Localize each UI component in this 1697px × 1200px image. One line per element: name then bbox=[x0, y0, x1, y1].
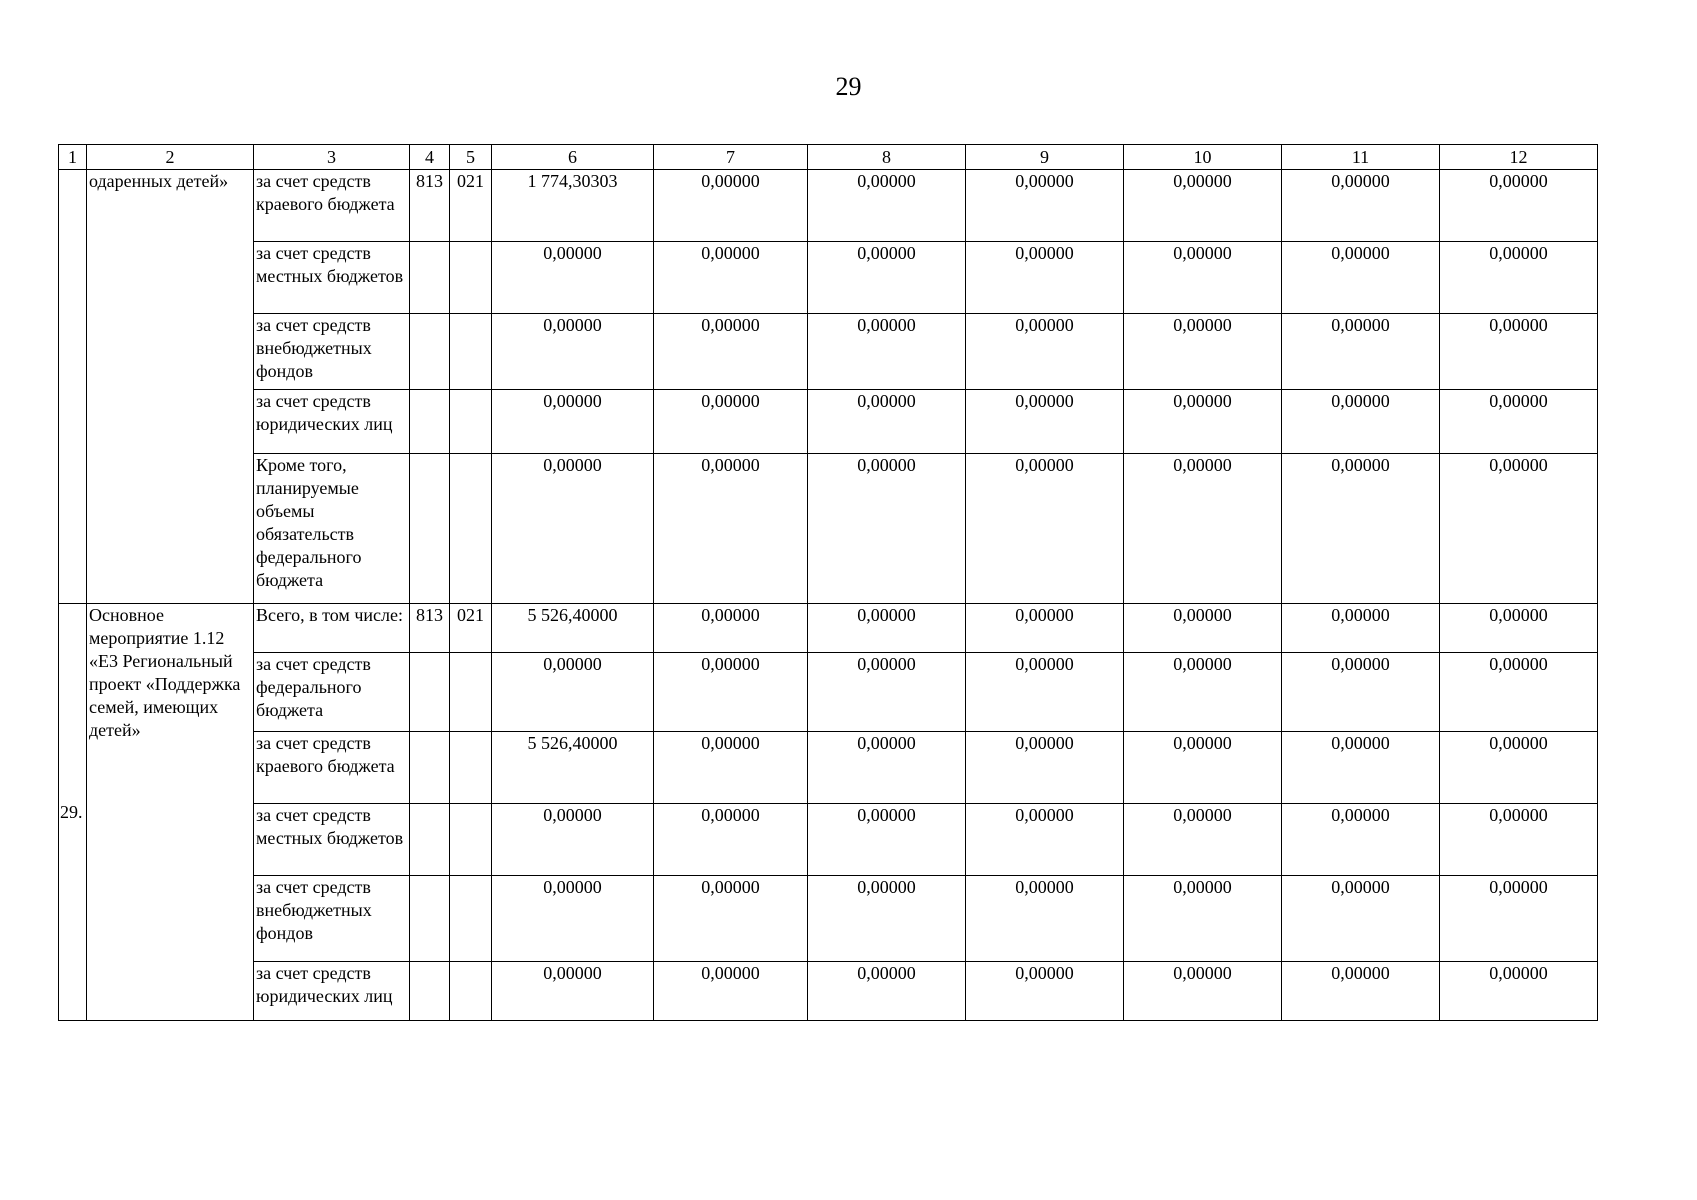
code-cell-5 bbox=[450, 390, 492, 454]
value-cell: 0,00000 bbox=[1282, 314, 1440, 390]
value-cell: 0,00000 bbox=[1440, 962, 1598, 1021]
value-cell: 0,00000 bbox=[966, 962, 1124, 1021]
value-cell: 0,00000 bbox=[966, 454, 1124, 604]
value-cell: 0,00000 bbox=[1440, 804, 1598, 876]
value-cell: 0,00000 bbox=[1124, 390, 1282, 454]
value-cell: 0,00000 bbox=[492, 454, 654, 604]
code-cell-5 bbox=[450, 242, 492, 314]
table-row bbox=[59, 242, 1598, 314]
header-cell: 8 bbox=[808, 145, 966, 170]
value-cell: 0,00000 bbox=[1124, 314, 1282, 390]
funding-source-cell: за счет средств местных бюджетов bbox=[254, 242, 410, 314]
funding-source-cell: за счет средств местных бюджетов bbox=[254, 804, 410, 876]
code-cell-4 bbox=[410, 454, 450, 604]
value-cell: 0,00000 bbox=[1440, 732, 1598, 804]
value-cell: 0,00000 bbox=[1124, 962, 1282, 1021]
header-cell: 10 bbox=[1124, 145, 1282, 170]
value-cell: 0,00000 bbox=[654, 242, 808, 314]
funding-source-cell: за счет средств юридических лиц bbox=[254, 962, 410, 1021]
value-cell: 0,00000 bbox=[654, 390, 808, 454]
value-cell: 0,00000 bbox=[808, 314, 966, 390]
code-cell-5 bbox=[450, 962, 492, 1021]
value-cell: 0,00000 bbox=[966, 732, 1124, 804]
value-cell: 0,00000 bbox=[1440, 454, 1598, 604]
value-cell: 0,00000 bbox=[654, 314, 808, 390]
value-cell: 0,00000 bbox=[966, 242, 1124, 314]
page-number: 29 bbox=[835, 72, 862, 101]
value-cell: 5 526,40000 bbox=[492, 604, 654, 653]
value-cell: 0,00000 bbox=[1124, 454, 1282, 604]
table-row bbox=[59, 962, 1598, 1021]
value-cell: 0,00000 bbox=[1282, 170, 1440, 242]
value-cell: 0,00000 bbox=[654, 876, 808, 962]
value-cell: 0,00000 bbox=[1282, 732, 1440, 804]
value-cell: 0,00000 bbox=[808, 876, 966, 962]
value-cell: 0,00000 bbox=[654, 962, 808, 1021]
header-cell: 5 bbox=[450, 145, 492, 170]
value-cell: 0,00000 bbox=[1282, 242, 1440, 314]
code-cell-4: 813 bbox=[410, 170, 450, 242]
value-cell: 0,00000 bbox=[1440, 390, 1598, 454]
funding-source-cell: Всего, в том числе: bbox=[254, 604, 410, 653]
code-cell-4 bbox=[410, 804, 450, 876]
value-cell: 0,00000 bbox=[1440, 604, 1598, 653]
value-cell: 0,00000 bbox=[1440, 314, 1598, 390]
activity-name-cell: одаренных детей» bbox=[87, 170, 254, 604]
value-cell: 0,00000 bbox=[1124, 170, 1282, 242]
value-cell: 0,00000 bbox=[654, 604, 808, 653]
value-cell: 0,00000 bbox=[808, 242, 966, 314]
value-cell: 0,00000 bbox=[1282, 390, 1440, 454]
value-cell: 0,00000 bbox=[492, 962, 654, 1021]
value-cell: 0,00000 bbox=[492, 242, 654, 314]
funding-source-cell: за счет средств федерального бюджета bbox=[254, 653, 410, 732]
value-cell: 0,00000 bbox=[1124, 604, 1282, 653]
code-cell-5: 021 bbox=[450, 604, 492, 653]
value-cell: 0,00000 bbox=[808, 732, 966, 804]
table-header-row bbox=[59, 145, 1598, 170]
code-cell-4 bbox=[410, 242, 450, 314]
code-cell-4 bbox=[410, 962, 450, 1021]
code-cell-4 bbox=[410, 653, 450, 732]
value-cell: 0,00000 bbox=[1124, 653, 1282, 732]
table-row bbox=[59, 454, 1598, 604]
header-cell: 2 bbox=[87, 145, 254, 170]
code-cell-5 bbox=[450, 314, 492, 390]
header-cell: 6 bbox=[492, 145, 654, 170]
value-cell: 0,00000 bbox=[966, 804, 1124, 876]
header-cell: 9 bbox=[966, 145, 1124, 170]
header-cell: 3 bbox=[254, 145, 410, 170]
value-cell: 0,00000 bbox=[966, 170, 1124, 242]
code-cell-5: 021 bbox=[450, 170, 492, 242]
code-cell-5 bbox=[450, 732, 492, 804]
code-cell-4 bbox=[410, 314, 450, 390]
header-cell: 4 bbox=[410, 145, 450, 170]
funding-source-cell: за счет средств внебюджетных фондов bbox=[254, 876, 410, 962]
code-cell-4 bbox=[410, 876, 450, 962]
value-cell: 0,00000 bbox=[654, 170, 808, 242]
value-cell: 0,00000 bbox=[1282, 454, 1440, 604]
value-cell: 0,00000 bbox=[1124, 876, 1282, 962]
value-cell: 0,00000 bbox=[966, 314, 1124, 390]
table-row bbox=[59, 170, 1598, 242]
header-cell: 11 bbox=[1282, 145, 1440, 170]
value-cell: 0,00000 bbox=[492, 876, 654, 962]
header-cell: 7 bbox=[654, 145, 808, 170]
value-cell: 0,00000 bbox=[1282, 804, 1440, 876]
funding-source-cell: за счет средств юридических лиц bbox=[254, 390, 410, 454]
value-cell: 0,00000 bbox=[1440, 242, 1598, 314]
value-cell: 0,00000 bbox=[808, 653, 966, 732]
value-cell: 0,00000 bbox=[808, 170, 966, 242]
table-row bbox=[59, 876, 1598, 962]
table-row bbox=[59, 604, 1598, 653]
value-cell: 0,00000 bbox=[966, 653, 1124, 732]
header-cell: 12 bbox=[1440, 145, 1598, 170]
value-cell: 0,00000 bbox=[492, 314, 654, 390]
value-cell: 0,00000 bbox=[1282, 962, 1440, 1021]
value-cell: 0,00000 bbox=[1124, 804, 1282, 876]
table-row bbox=[59, 653, 1598, 732]
activity-name-cell: Основное мероприятие 1.12 «Е3 Региональный проект «Поддержка семей, имеющих детей» bbox=[87, 604, 254, 1021]
header-cell: 1 bbox=[59, 145, 87, 170]
code-cell-5 bbox=[450, 454, 492, 604]
value-cell: 0,00000 bbox=[1282, 876, 1440, 962]
value-cell: 0,00000 bbox=[654, 454, 808, 604]
value-cell: 0,00000 bbox=[808, 604, 966, 653]
row-number-cell: 29. bbox=[59, 604, 87, 1021]
value-cell: 0,00000 bbox=[1440, 876, 1598, 962]
code-cell-4 bbox=[410, 390, 450, 454]
value-cell: 0,00000 bbox=[654, 732, 808, 804]
funding-source-cell: Кроме того, планируемые объемы обязательств федерального бюджета bbox=[254, 454, 410, 604]
value-cell: 5 526,40000 bbox=[492, 732, 654, 804]
value-cell: 0,00000 bbox=[492, 653, 654, 732]
funding-source-cell: за счет средств краевого бюджета bbox=[254, 170, 410, 242]
funding-source-cell: за счет средств внебюджетных фондов bbox=[254, 314, 410, 390]
code-cell-4 bbox=[410, 732, 450, 804]
value-cell: 0,00000 bbox=[654, 804, 808, 876]
table-row bbox=[59, 314, 1598, 390]
value-cell: 0,00000 bbox=[808, 454, 966, 604]
code-cell-5 bbox=[450, 653, 492, 732]
funding-source-cell: за счет средств краевого бюджета bbox=[254, 732, 410, 804]
table-row bbox=[59, 390, 1598, 454]
value-cell: 1 774,30303 bbox=[492, 170, 654, 242]
value-cell: 0,00000 bbox=[966, 390, 1124, 454]
value-cell: 0,00000 bbox=[654, 653, 808, 732]
value-cell: 0,00000 bbox=[966, 604, 1124, 653]
value-cell: 0,00000 bbox=[808, 390, 966, 454]
code-cell-5 bbox=[450, 876, 492, 962]
code-cell-4: 813 bbox=[410, 604, 450, 653]
budget-table bbox=[58, 144, 1598, 1021]
value-cell: 0,00000 bbox=[966, 876, 1124, 962]
code-cell-5 bbox=[450, 804, 492, 876]
value-cell: 0,00000 bbox=[808, 804, 966, 876]
row-number-cell bbox=[59, 170, 87, 604]
value-cell: 0,00000 bbox=[1282, 653, 1440, 732]
value-cell: 0,00000 bbox=[1124, 732, 1282, 804]
value-cell: 0,00000 bbox=[492, 804, 654, 876]
value-cell: 0,00000 bbox=[492, 390, 654, 454]
value-cell: 0,00000 bbox=[1124, 242, 1282, 314]
value-cell: 0,00000 bbox=[808, 962, 966, 1021]
table-row bbox=[59, 732, 1598, 804]
value-cell: 0,00000 bbox=[1282, 604, 1440, 653]
value-cell: 0,00000 bbox=[1440, 170, 1598, 242]
table-row bbox=[59, 804, 1598, 876]
value-cell: 0,00000 bbox=[1440, 653, 1598, 732]
